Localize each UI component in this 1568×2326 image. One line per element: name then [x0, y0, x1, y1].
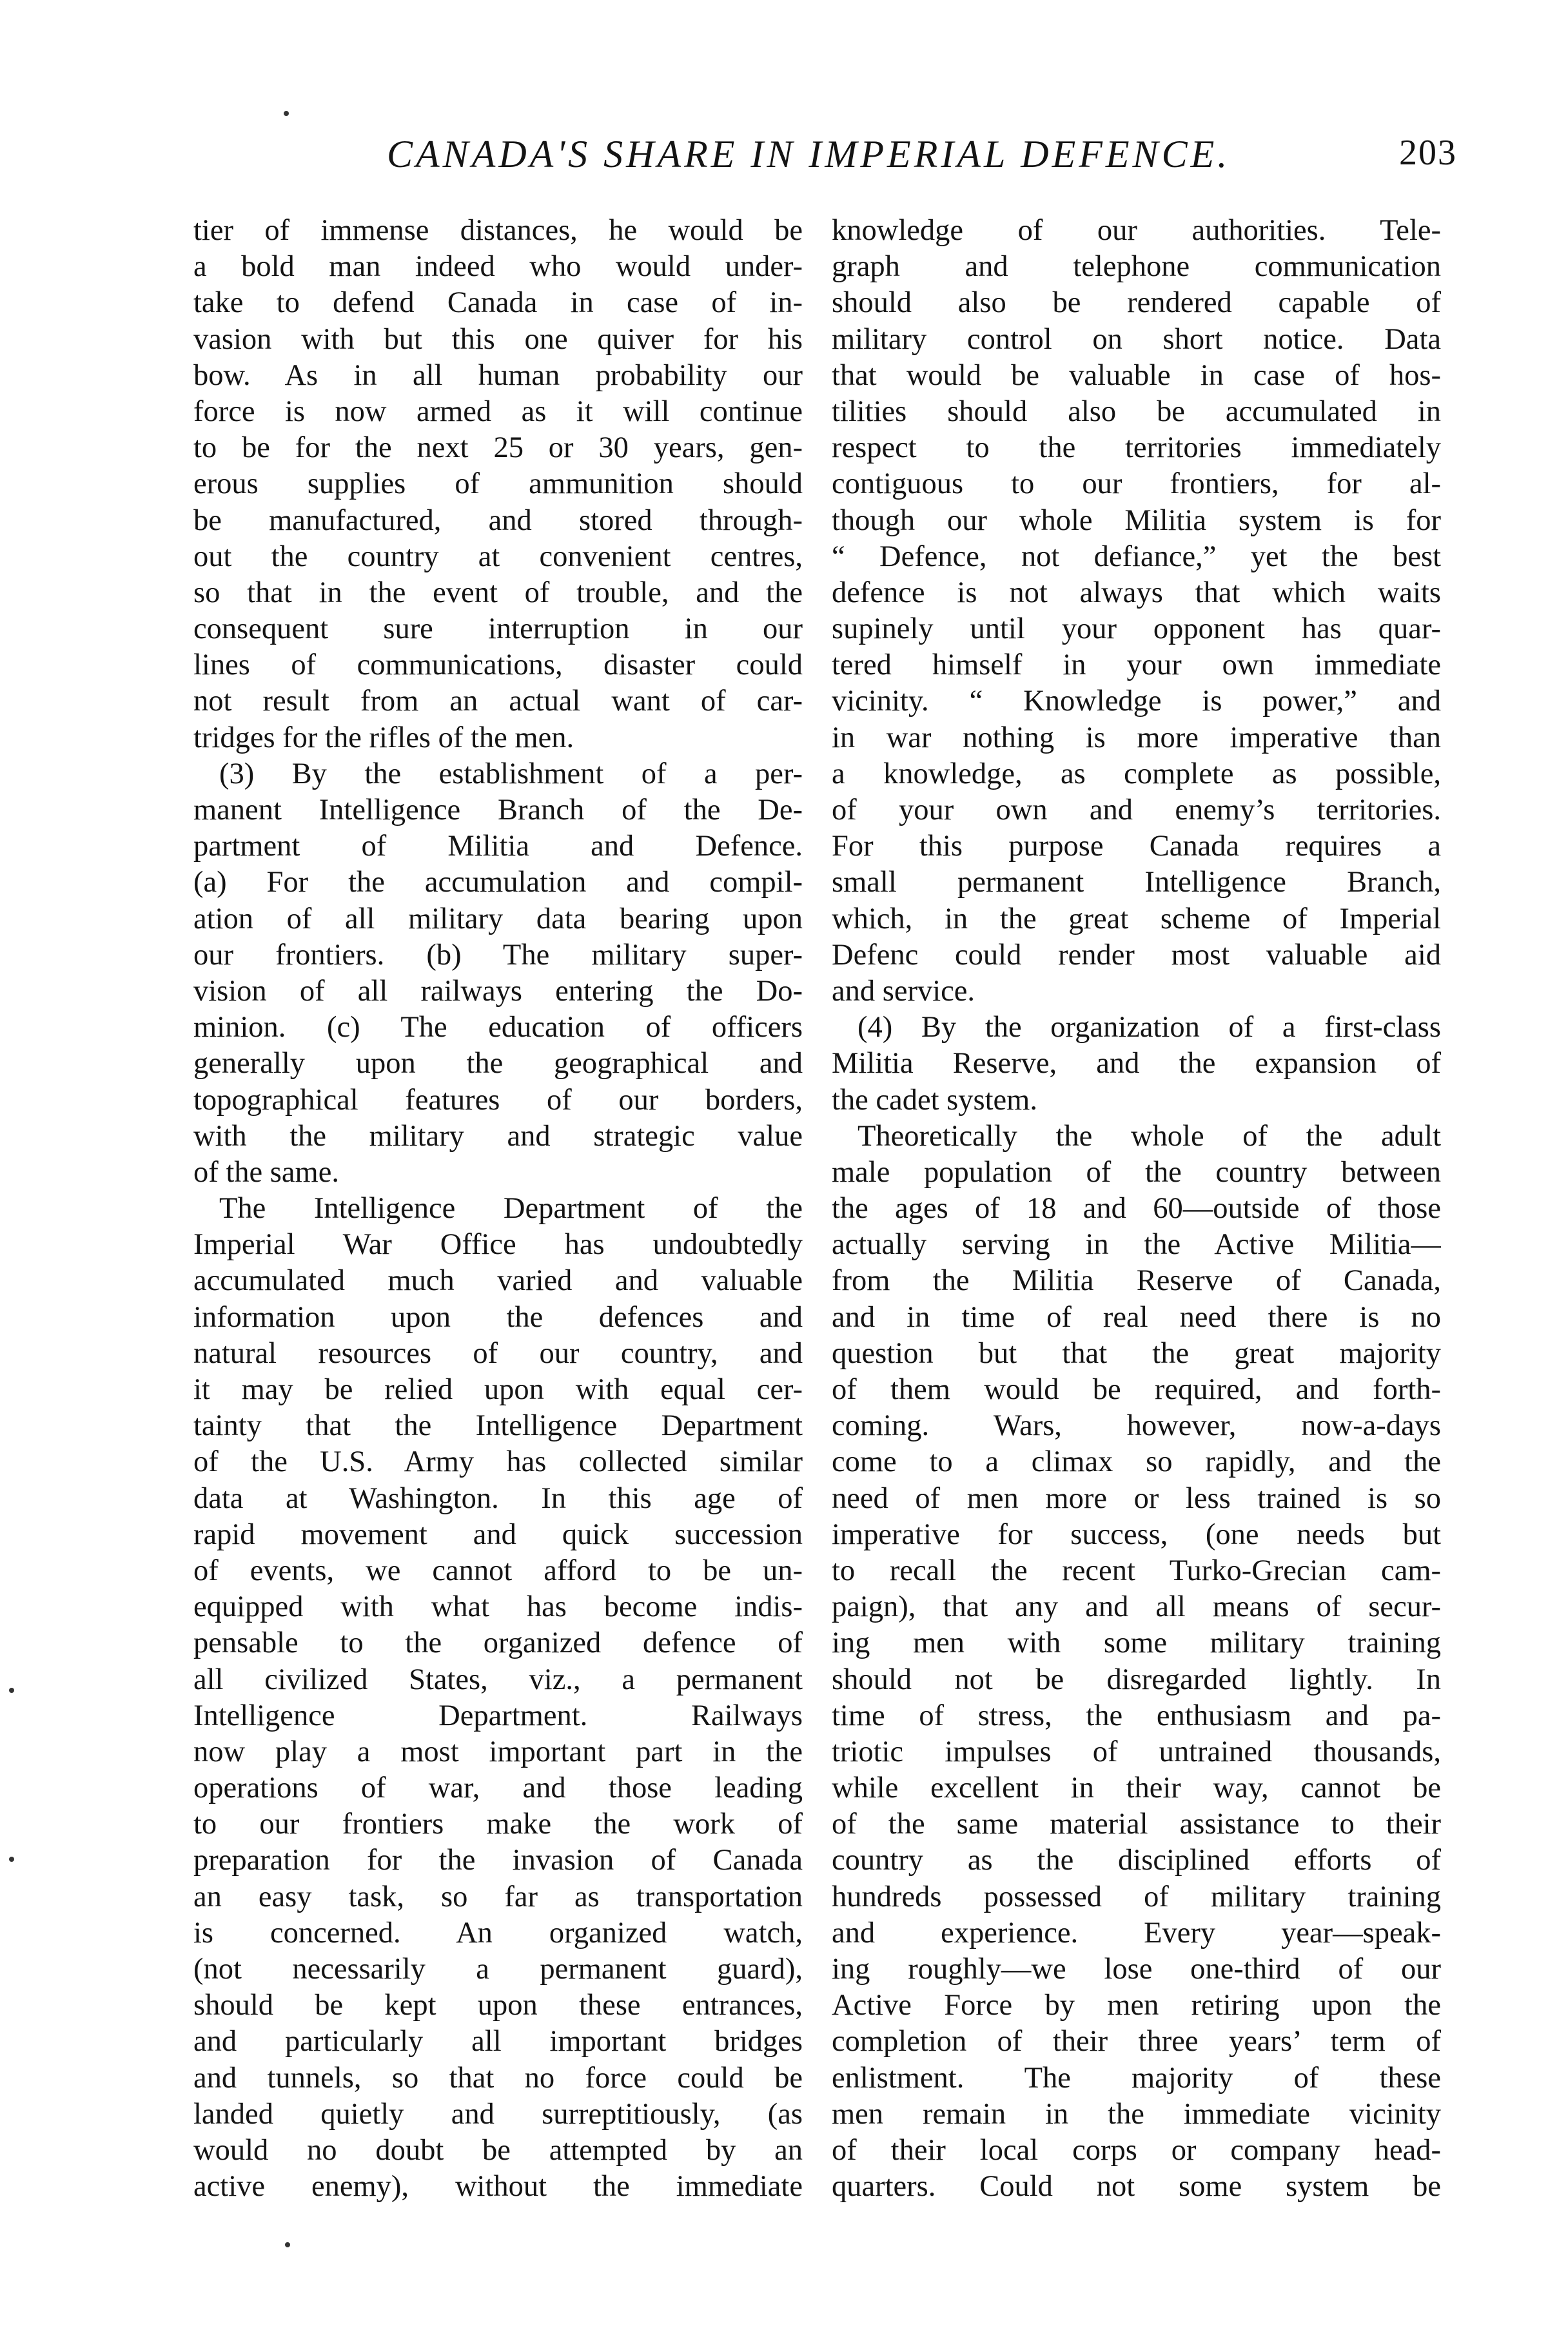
text-line: should be kept upon these entrances,	[193, 1989, 803, 2022]
text-line: quarters. Could not some system be	[832, 2170, 1441, 2204]
text-line: men remain in the immediate vicinity	[832, 2097, 1441, 2131]
text-line: defence is not always that which waits	[832, 576, 1441, 609]
text-line: topographical features of our borders,	[193, 1083, 803, 1117]
text-line: Intelligence Department. Railways	[193, 1699, 803, 1732]
text-line: an easy task, so far as transportation	[193, 1880, 803, 1913]
text-line: question but that the great majority	[832, 1336, 1441, 1370]
text-line: time of stress, the enthusiasm and pa-	[832, 1699, 1441, 1732]
text-line: from the Militia Reserve of Canada,	[832, 1264, 1441, 1298]
text-line: a knowledge, as complete as possible,	[832, 757, 1441, 790]
text-line: our frontiers. (b) The military super-	[193, 938, 803, 972]
text-line: natural resources of our country, and	[193, 1336, 803, 1370]
running-title: CANADA'S SHARE IN IMPERIAL DEFENCE.	[387, 133, 1231, 175]
text-line: a bold man indeed who would under-	[193, 250, 803, 284]
print-speck	[284, 111, 289, 116]
print-speck	[9, 1857, 14, 1862]
text-line: while excellent in their way, cannot be	[832, 1772, 1441, 1805]
text-line: active enemy), without the immediate	[193, 2170, 803, 2204]
text-line: small permanent Intelligence Branch,	[832, 866, 1441, 899]
text-line: to recall the recent Turko-Grecian cam-	[832, 1554, 1441, 1587]
text-line: that would be valuable in case of hos-	[832, 358, 1441, 392]
text-line: information upon the defences and	[193, 1300, 803, 1334]
text-line: (3) By the establishment of a per-	[219, 757, 803, 790]
text-line: vision of all railways entering the Do-	[193, 974, 803, 1008]
text-line: should also be rendered capable of	[832, 286, 1441, 320]
text-line: completion of their three years’ term of	[832, 2025, 1441, 2058]
text-line: not result from an actual want of car-	[193, 685, 803, 718]
text-line: tered himself in your own immediate	[832, 649, 1441, 682]
text-line: is concerned. An organized watch,	[193, 1916, 803, 1950]
text-line: and particularly all important bridges	[193, 2025, 803, 2058]
text-line: the cadet system.	[832, 1083, 1037, 1117]
text-line: come to a climax so rapidly, and the	[832, 1445, 1441, 1479]
text-line: minion. (c) The education of officers	[193, 1011, 803, 1044]
text-line: enlistment. The majority of these	[832, 2061, 1441, 2095]
text-line: paign), that any and all means of secur-	[832, 1590, 1441, 1624]
text-line: and service.	[832, 974, 975, 1008]
text-line: “ Defence, not defiance,” yet the best	[832, 540, 1441, 573]
text-line: triotic impulses of untrained thousands,	[832, 1735, 1441, 1768]
text-line: to our frontiers make the work of	[193, 1808, 803, 1841]
text-line: ation of all military data bearing upon	[193, 902, 803, 935]
text-line: vasion with but this one quiver for his	[193, 322, 803, 356]
text-line: the ages of 18 and 60—outside of those	[832, 1192, 1441, 1226]
text-line: pensable to the organized defence of	[193, 1627, 803, 1660]
text-line: tridges for the rifles of the men.	[193, 721, 574, 754]
text-line: which, in the great scheme of Imperial	[832, 902, 1441, 935]
text-line: bow. As in all human probability our	[193, 358, 803, 392]
text-line: tainty that the Intelligence Department	[193, 1409, 803, 1443]
text-line: lines of communications, disaster could	[193, 649, 803, 682]
text-line: The Intelligence Department of the	[219, 1192, 803, 1226]
text-line: of the U.S. Army has collected similar	[193, 1445, 803, 1479]
text-line: Theoretically the whole of the adult	[858, 1119, 1441, 1153]
text-line: respect to the territories immediately	[832, 431, 1441, 465]
text-line: though our whole Militia system is for	[832, 503, 1441, 537]
text-line: graph and telephone communication	[832, 250, 1441, 284]
text-line: vicinity. “ Knowledge is power,” and	[832, 685, 1441, 718]
text-line: out the country at convenient centres,	[193, 540, 803, 573]
text-line: should not be disregarded lightly. In	[832, 1663, 1441, 1696]
text-line: would no doubt be attempted by an	[193, 2133, 803, 2167]
text-line: For this purpose Canada requires a	[832, 830, 1441, 863]
text-line: (a) For the accumulation and compil-	[193, 866, 803, 899]
text-line: of the same.	[193, 1155, 339, 1189]
running-head	[193, 132, 1457, 184]
text-line: accumulated much varied and valuable	[193, 1264, 803, 1298]
text-line: and experience. Every year—speak-	[832, 1916, 1441, 1950]
text-line: and in time of real need there is no	[832, 1300, 1441, 1334]
text-line: data at Washington. In this age of	[193, 1481, 803, 1515]
text-line: in war nothing is more imperative than	[832, 721, 1441, 754]
text-line: all civilized States, viz., a permanent	[193, 1663, 803, 1696]
text-line: operations of war, and those leading	[193, 1772, 803, 1805]
page-number: 203	[1399, 133, 1457, 173]
text-line: of the same material assistance to their	[832, 1808, 1441, 1841]
text-line: consequent sure interruption in our	[193, 612, 803, 646]
text-line: imperative for success, (one needs but	[832, 1518, 1441, 1551]
text-line: (not necessarily a permanent guard),	[193, 1953, 803, 1986]
text-line: supinely until your opponent has quar-	[832, 612, 1441, 646]
left-text-column	[193, 213, 803, 2205]
text-line: erous supplies of ammunition should	[193, 467, 803, 501]
text-line: of your own and enemy’s territories.	[832, 794, 1441, 826]
text-line: preparation for the invasion of Canada	[193, 1844, 803, 1877]
text-line: hundreds possessed of military training	[832, 1880, 1441, 1913]
text-line: force is now armed as it will continue	[193, 395, 803, 428]
text-line: Militia Reserve, and the expansion of	[832, 1047, 1441, 1080]
text-line: landed quietly and surreptitiously, (as	[193, 2097, 803, 2131]
print-speck	[285, 2242, 290, 2247]
text-line: it may be relied upon with equal cer-	[193, 1373, 803, 1406]
text-line: to be for the next 25 or 30 years, gen-	[193, 431, 803, 465]
text-line: be manufactured, and stored through-	[193, 503, 803, 537]
text-line: coming. Wars, however, now-a-days	[832, 1409, 1441, 1443]
text-line: tier of immense distances, he would be	[193, 214, 803, 247]
text-line: Imperial War Office has undoubtedly	[193, 1228, 803, 1262]
text-line: military control on short notice. Data	[832, 322, 1441, 356]
text-line: Active Force by men retiring upon the	[832, 1989, 1441, 2022]
text-line: and tunnels, so that no force could be	[193, 2061, 803, 2095]
text-line: rapid movement and quick succession	[193, 1518, 803, 1551]
text-line: need of men more or less trained is so	[832, 1481, 1441, 1515]
text-line: take to defend Canada in case of in-	[193, 286, 803, 320]
text-line: so that in the event of trouble, and the	[193, 576, 803, 609]
text-line: ing roughly—we lose one-third of our	[832, 1953, 1441, 1986]
text-line: equipped with what has become indis-	[193, 1590, 803, 1624]
text-line: (4) By the organization of a first-class	[858, 1011, 1441, 1044]
text-line: generally upon the geographical and	[193, 1047, 803, 1080]
right-text-column	[832, 213, 1441, 2205]
text-line: knowledge of our authorities. Tele-	[832, 214, 1441, 247]
text-line: manent Intelligence Branch of the De-	[193, 794, 803, 826]
text-line: country as the disciplined efforts of	[832, 1844, 1441, 1877]
text-line: with the military and strategic value	[193, 1119, 803, 1153]
text-line: contiguous to our frontiers, for al-	[832, 467, 1441, 501]
text-line: of their local corps or company head-	[832, 2133, 1441, 2167]
text-line: partment of Militia and Defence.	[193, 830, 803, 863]
text-line: of events, we cannot afford to be un-	[193, 1554, 803, 1587]
text-line: tilities should also be accumulated in	[832, 395, 1441, 428]
text-line: of them would be required, and forth-	[832, 1373, 1441, 1406]
text-line: ing men with some military training	[832, 1627, 1441, 1660]
print-speck	[9, 1688, 14, 1693]
text-line: male population of the country between	[832, 1155, 1441, 1189]
text-line: Defenc could render most valuable aid	[832, 938, 1441, 972]
text-line: actually serving in the Active Militia—	[832, 1228, 1441, 1262]
text-line: now play a most important part in the	[193, 1735, 803, 1768]
